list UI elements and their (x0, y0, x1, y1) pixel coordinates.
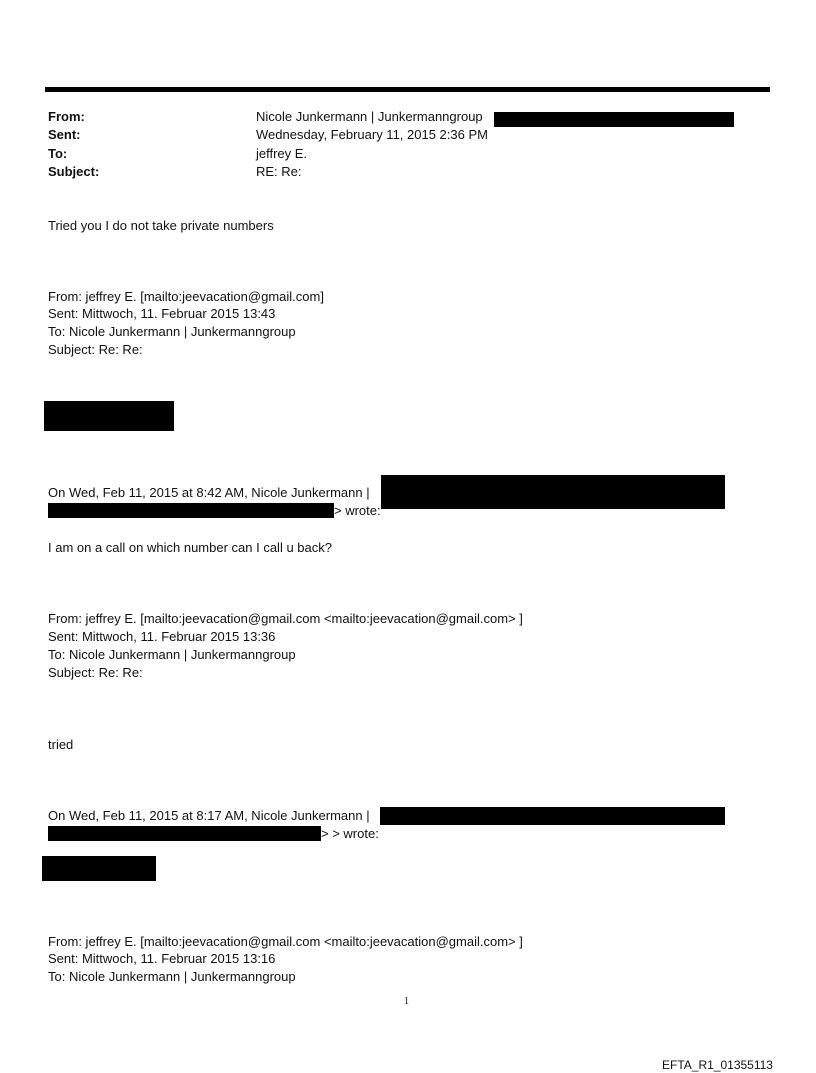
body3: tried (48, 737, 74, 752)
quoted2-sent: Sent: Mittwoch, 11. Februar 2015 13:36 (48, 629, 276, 644)
redaction-box (380, 807, 725, 825)
redaction-box (42, 856, 156, 881)
from-value: Nicole Junkermann | Junkermanngroup (256, 109, 483, 124)
body2: I am on a call on which number can I call u back? (48, 540, 332, 555)
quoted3-sent: Sent: Mittwoch, 11. Februar 2015 13:16 (48, 951, 276, 966)
to-value: jeffrey E. (256, 146, 308, 161)
header-rule (45, 87, 770, 92)
from-label: From: (48, 109, 85, 124)
quoted3-to: To: Nicole Junkermann | Junkermanngroup (48, 969, 296, 984)
on-wrote1-line1: On Wed, Feb 11, 2015 at 8:42 AM, Nicole Junkermann | (48, 485, 370, 500)
quoted1-to: To: Nicole Junkermann | Junkermanngroup (48, 324, 296, 339)
redaction-box (381, 475, 725, 509)
page-number: 1 (404, 996, 409, 1007)
reply-body: Tried you I do not take private numbers (48, 218, 274, 233)
to-label: To: (48, 146, 68, 161)
quoted1-sent: Sent: Mittwoch, 11. Februar 2015 13:43 (48, 306, 276, 321)
subject-value: RE: Re: (256, 164, 302, 179)
sent-value: Wednesday, February 11, 2015 2:36 PM (256, 127, 488, 142)
quoted2-to: To: Nicole Junkermann | Junkermanngroup (48, 647, 296, 662)
sent-label: Sent: (48, 127, 81, 142)
redaction-box (48, 503, 334, 518)
quoted3-from: From: jeffrey E. [mailto:jeevacation@gmail.com <mailto:jeevacation@gmail.com> ] (48, 934, 523, 949)
on-wrote2-line1: On Wed, Feb 11, 2015 at 8:17 AM, Nicole Junkermann | (48, 808, 370, 823)
quoted2-from: From: jeffrey E. [mailto:jeevacation@gmail.com <mailto:jeevacation@gmail.com> ] (48, 611, 523, 626)
on-wrote1-line2: > wrote: (334, 503, 381, 518)
quoted2-subject: Subject: Re: Re: (48, 665, 143, 680)
redaction-box (48, 826, 321, 841)
quoted1-subject: Subject: Re: Re: (48, 342, 143, 357)
redaction-box (44, 401, 174, 431)
on-wrote2-line2: > > wrote: (321, 826, 379, 841)
document-id: EFTA_R1_01355113 (662, 1058, 773, 1072)
redaction-box (494, 112, 734, 127)
subject-label: Subject: (48, 164, 100, 179)
quoted1-from: From: jeffrey E. [mailto:jeevacation@gmail.com] (48, 289, 324, 304)
